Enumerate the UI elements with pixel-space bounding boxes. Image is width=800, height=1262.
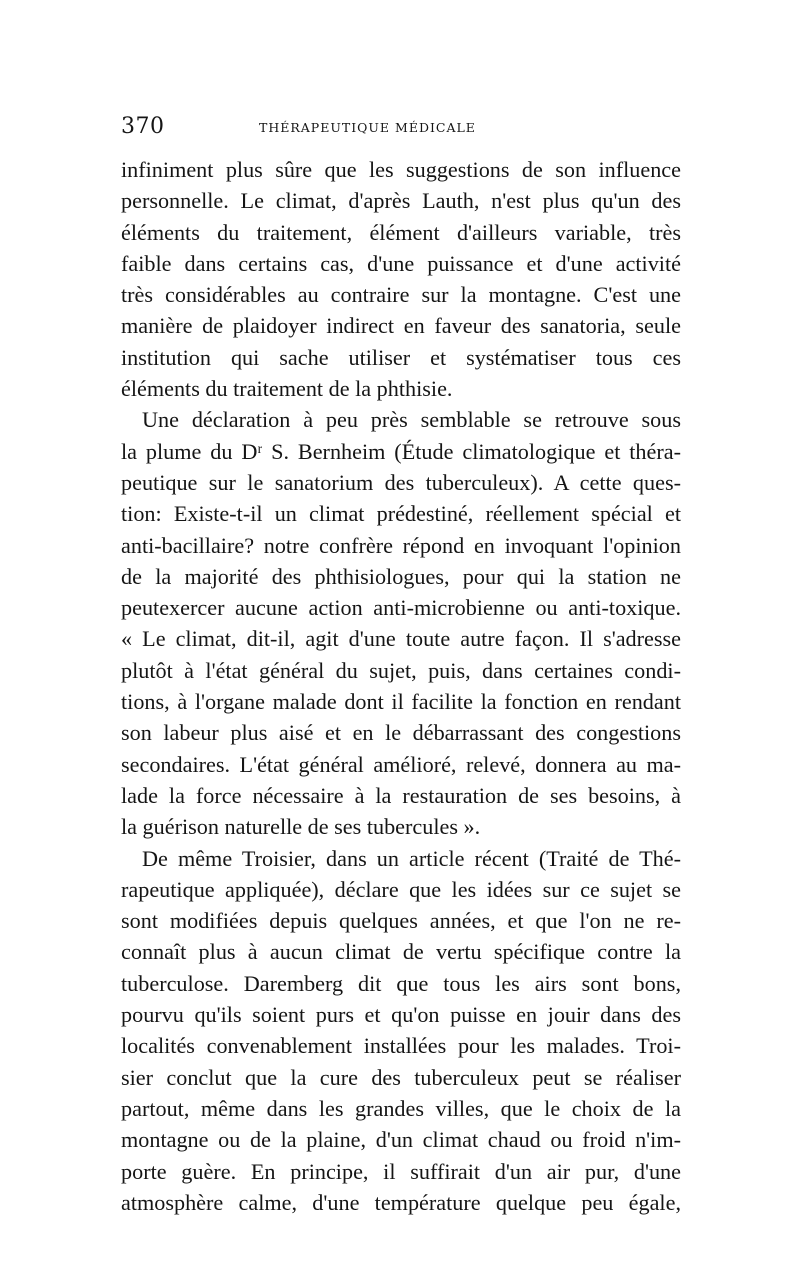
text-line: connaît plus à aucun climat de vertu spécifique contre la — [121, 939, 681, 965]
text-line: infiniment plus sûre que les suggestions de son influence — [121, 157, 681, 182]
text-line: sont modifiées depuis quelques années, et que l'on ne re- — [121, 908, 681, 934]
running-title: THÉRAPEUTIQUE MÉDICALE — [259, 120, 476, 135]
text-line: plutôt à l'état général du sujet, puis, dans certaines condi- — [121, 657, 681, 683]
page-number: 370 — [121, 114, 165, 139]
text-line: peutique sur le sanatorium des tuberculeux). A cette ques- — [121, 469, 681, 495]
text-line: manière de plaidoyer indirect en faveur des sanatoria, seule — [121, 313, 681, 339]
text-line: montagne ou de la plaine, d'un climat chaud ou froid n'im- — [121, 1127, 681, 1153]
text-line: tions, à l'organe malade dont il facilite la fonction en rendant — [121, 689, 681, 715]
text-line: faible dans certains cas, d'une puissance et d'une activité — [121, 250, 681, 276]
text-line: de la majorité des phthisiologues, pour qui la station ne — [121, 563, 681, 589]
text-line: rapeutique appliquée), déclare que les idées sur ce sujet se — [121, 876, 681, 902]
body-text — [121, 154, 681, 1218]
text-line: éléments du traitement, élément d'ailleurs variable, très — [121, 219, 681, 245]
text-line: porte guère. En principe, il suffirait d'un air pur, d'une — [121, 1158, 681, 1184]
text-line: son labeur plus aisé et en le débarrassant des congestions — [121, 720, 681, 746]
text-line: la plume du Dʳ S. Bernheim (Étude climatologique et théra- — [121, 438, 681, 464]
text-line: atmosphère calme, d'une température quelque peu égale, — [121, 1189, 681, 1215]
text-line: éléments du traitement de la phthisie. — [121, 376, 453, 402]
text-line: peutexercer aucune action anti-microbienne ou anti-toxique. — [121, 595, 681, 621]
text-line: secondaires. L'état général amélioré, relevé, donnera au ma- — [121, 751, 681, 777]
text-line: localités convenablement installées pour les malades. Troi- — [121, 1033, 681, 1059]
page-header — [121, 112, 681, 142]
text-line: « Le climat, dit-il, agit d'une toute autre façon. Il s'adresse — [121, 626, 681, 652]
book-page — [121, 112, 681, 1218]
text-line: anti-bacillaire? notre confrère répond en invoquant l'opinion — [121, 532, 681, 558]
text-line: tuberculose. Daremberg dit que tous les airs sont bons, — [121, 970, 681, 996]
text-line: pourvu qu'ils soient purs et qu'on puisse en jouir dans des — [121, 1002, 681, 1028]
text-line: partout, même dans les grandes villes, que le choix de la — [121, 1095, 681, 1121]
text-line: la guérison naturelle de ses tubercules ». — [121, 814, 481, 840]
text-line: très considérables au contraire sur la montagne. C'est une — [121, 282, 681, 308]
text-line: sier conclut que la cure des tuberculeux peut se réaliser — [121, 1064, 681, 1090]
text-line: tion: Existe-t-il un climat prédestiné, réellement spécial et — [121, 501, 681, 527]
text-line: Une déclaration à peu près semblable se retrouve sous — [142, 407, 681, 433]
text-line: De même Troisier, dans un article récent (Traité de Thé- — [142, 845, 681, 871]
text-line: lade la force nécessaire à la restauration de ses besoins, à — [121, 782, 681, 808]
text-line: personnelle. Le climat, d'après Lauth, n'est plus qu'un des — [121, 188, 681, 214]
text-line: institution qui sache utiliser et systématiser tous ces — [121, 344, 681, 370]
